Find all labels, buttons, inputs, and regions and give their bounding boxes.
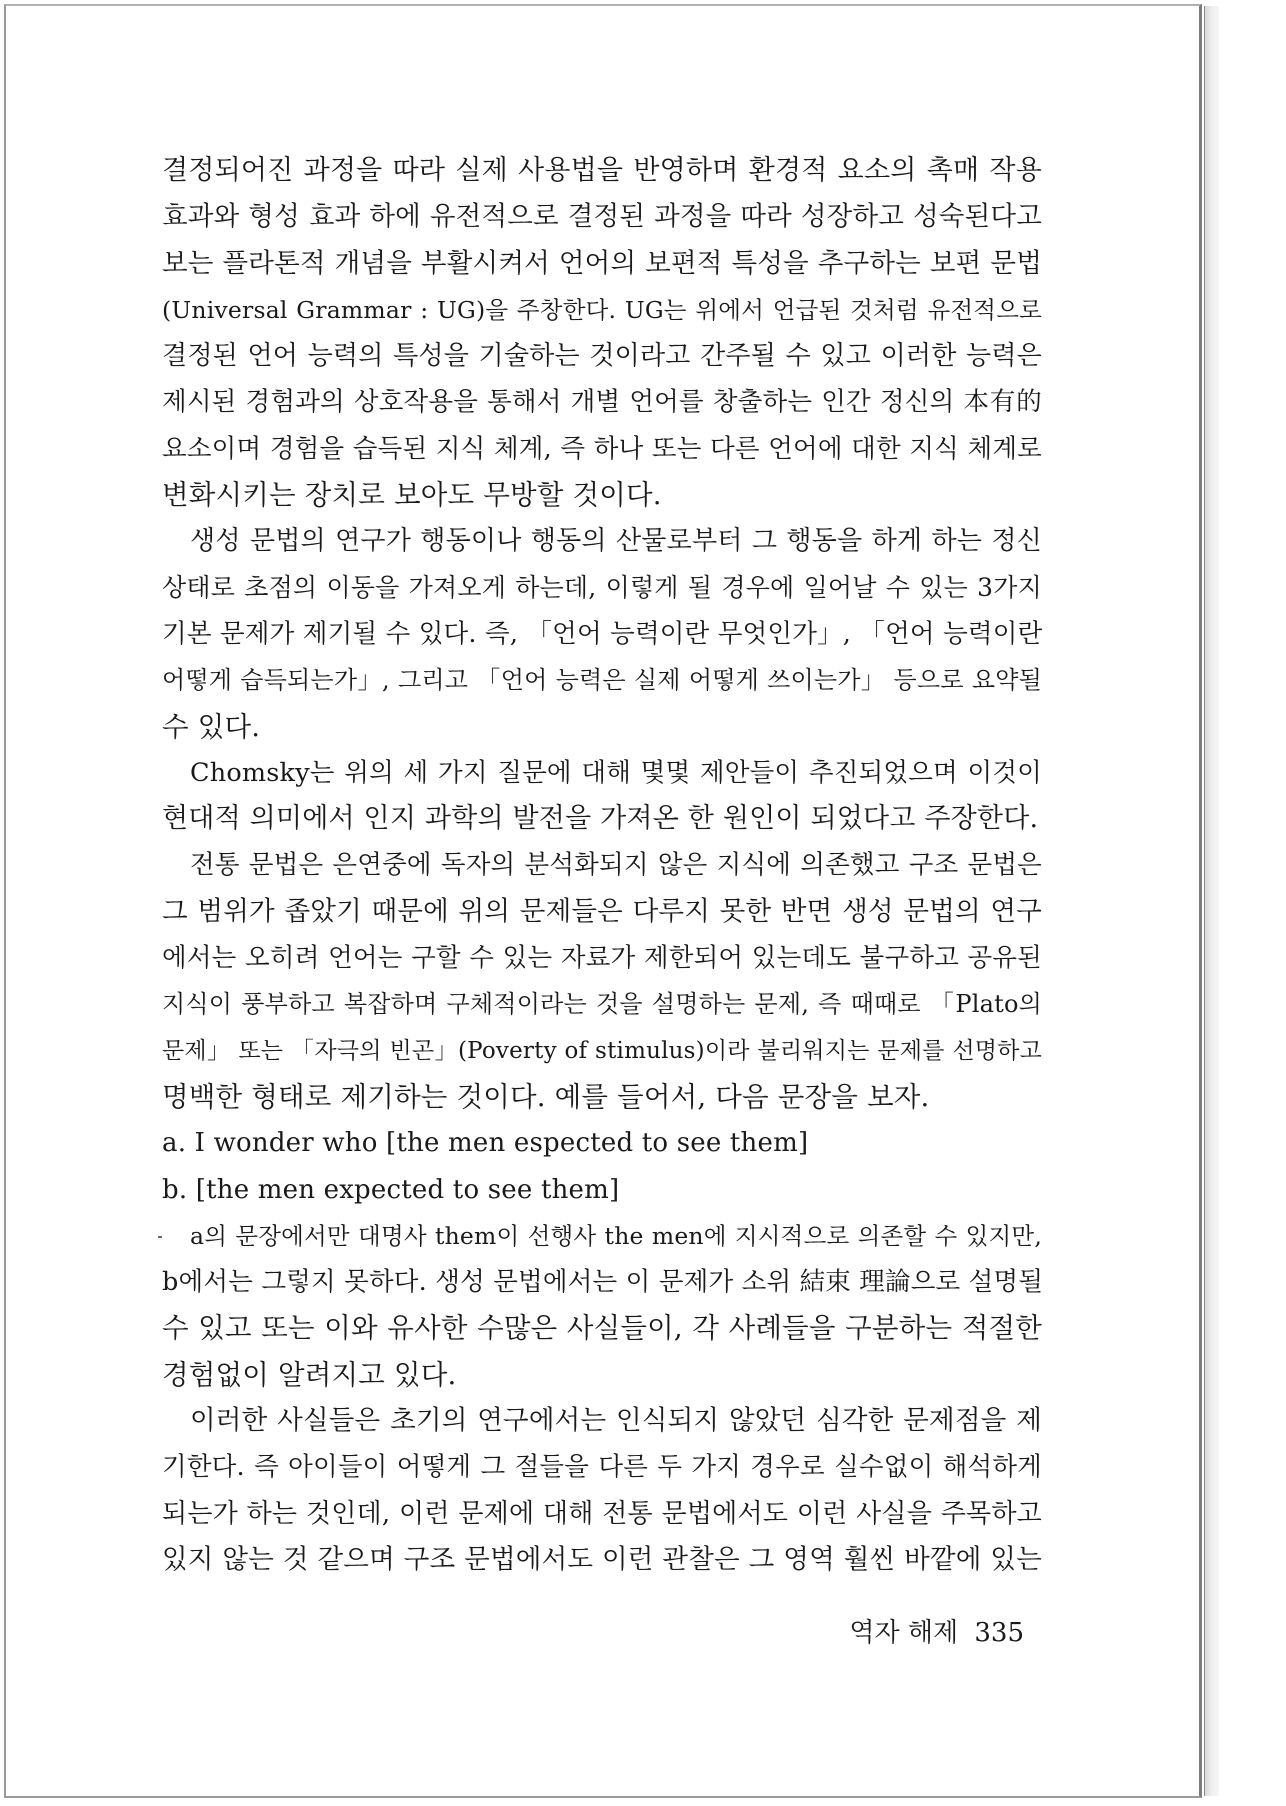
text-line: 결정된 언어 능력의 특성을 기술하는 것이라고 간주될 수 있고 이러한 능력은 bbox=[162, 341, 1042, 372]
text-line: 제시된 경험과의 상호작용을 통해서 개별 언어를 창출하는 인간 정신의 本有的 bbox=[162, 387, 1042, 418]
text-line: 수 있고 또는 이와 유사한 수많은 사실들이, 각 사례들을 구분하는 적절한 bbox=[162, 1312, 1042, 1345]
text-line: Chomsky는 위의 세 가지 질문에 대해 몇몇 제안들이 추진되었으며 이것이 bbox=[190, 757, 1042, 788]
text-line: 문제」 또는 「자극의 빈곤」(Poverty of stimulus)이라 불리워지는 문제를 선명하고 bbox=[162, 1037, 1042, 1064]
page-number: 335 bbox=[974, 1618, 1024, 1648]
text-line: 생성 문법의 연구가 행동이나 행동의 산물로부터 그 행동을 하게 하는 정신 bbox=[190, 526, 1042, 557]
text-line: 현대적 의미에서 인지 과학의 발전을 가져온 한 원인이 되었다고 주장한다. bbox=[162, 803, 1039, 835]
text-line: 에서는 오히려 언어는 구할 수 있는 자료가 제한되어 있는데도 불구하고 공유된 bbox=[162, 943, 1042, 974]
example-sentence-b: b. [the men expected to see them] bbox=[162, 1174, 620, 1205]
text-line: 수 있다. bbox=[162, 710, 261, 743]
text-line: 기본 문제가 제기될 수 있다. 즉, 「언어 능력이란 무엇인가」, 「언어 능력이란 bbox=[162, 618, 1043, 649]
scan-speck bbox=[158, 1236, 162, 1238]
text-line: 상태로 초점의 이동을 가져오게 하는데, 이렇게 될 경우에 일어날 수 있는 3가지 bbox=[162, 572, 1042, 602]
text-line: 경험없이 알려지고 있다. bbox=[162, 1358, 457, 1391]
text-line: 있지 않는 것 같으며 구조 문법에서도 이런 관찰은 그 영역 훨씬 바깥에 있는 bbox=[162, 1543, 1042, 1575]
text-line: 지식이 풍부하고 복잡하며 구체적이라는 것을 설명하는 문제, 즉 때때로 「Plato의 bbox=[162, 990, 1042, 1019]
text-line: 명백한 형태로 제기하는 것이다. 예를 들어서, 다음 문장을 보자. bbox=[162, 1080, 930, 1113]
example-sentence-a: a. I wonder who [the men espected to see them] bbox=[162, 1128, 809, 1159]
text-line: 요소이며 경험을 습득된 지식 체계, 즉 하나 또는 다른 언어에 대한 지식 체계로 bbox=[162, 433, 1042, 464]
text-line: 기한다. 즉 아이들이 어떻게 그 절들을 다른 두 가지 경우로 실수없이 해석하게 bbox=[162, 1452, 1042, 1483]
page-footer bbox=[841, 1612, 1024, 1649]
text-line: 변화시키는 장치로 보아도 무방할 것이다. bbox=[162, 479, 662, 512]
text-line: 이러한 사실들은 초기의 연구에서는 인식되지 않았던 심각한 문제점을 제 bbox=[190, 1405, 1042, 1437]
text-line: 그 범위가 좁았기 때문에 위의 문제들은 다루지 못한 반면 생성 문법의 연구 bbox=[162, 895, 1042, 927]
text-line: 보는 플라톤적 개념을 부활시켜서 언어의 보편적 특성을 추구하는 보편 문법 bbox=[162, 247, 1042, 279]
footer-section-title: 역자 해제 bbox=[849, 1618, 959, 1648]
text-line: b에서는 그렇지 못하다. 생성 문법에서는 이 문제가 소위 結束 理論으로 설명될 bbox=[162, 1267, 1044, 1298]
page-body-text bbox=[162, 148, 1042, 1583]
text-line: a의 문장에서만 대명사 them이 선행사 the men에 지시적으로 의존할 수 있지만, bbox=[190, 1221, 1042, 1250]
text-line: 전통 문법은 은연중에 독자의 분석화되지 않은 지식에 의존했고 구조 문법은 bbox=[190, 850, 1042, 881]
text-line: 되는가 하는 것인데, 이런 문제에 대해 전통 문법에서도 이런 사실을 주목하고 bbox=[162, 1498, 1042, 1529]
text-line: 효과와 형성 효과 하에 유전적으로 결정된 과정을 따라 성장하고 성숙된다고 bbox=[162, 201, 1042, 233]
text-line: 결정되어진 과정을 따라 실제 사용법을 반영하며 환경적 요소의 촉매 작용 bbox=[162, 155, 1042, 186]
text-line: 어떻게 습득되는가」, 그리고 「언어 능력은 실제 어떻게 쓰이는가」 등으로 요약될 bbox=[162, 666, 1042, 695]
text-line: (Universal Grammar : UG)을 주창한다. UG는 위에서 언급된 것처럼 유전적으로 bbox=[162, 295, 1042, 324]
page-stack-edge bbox=[1204, 6, 1219, 1796]
